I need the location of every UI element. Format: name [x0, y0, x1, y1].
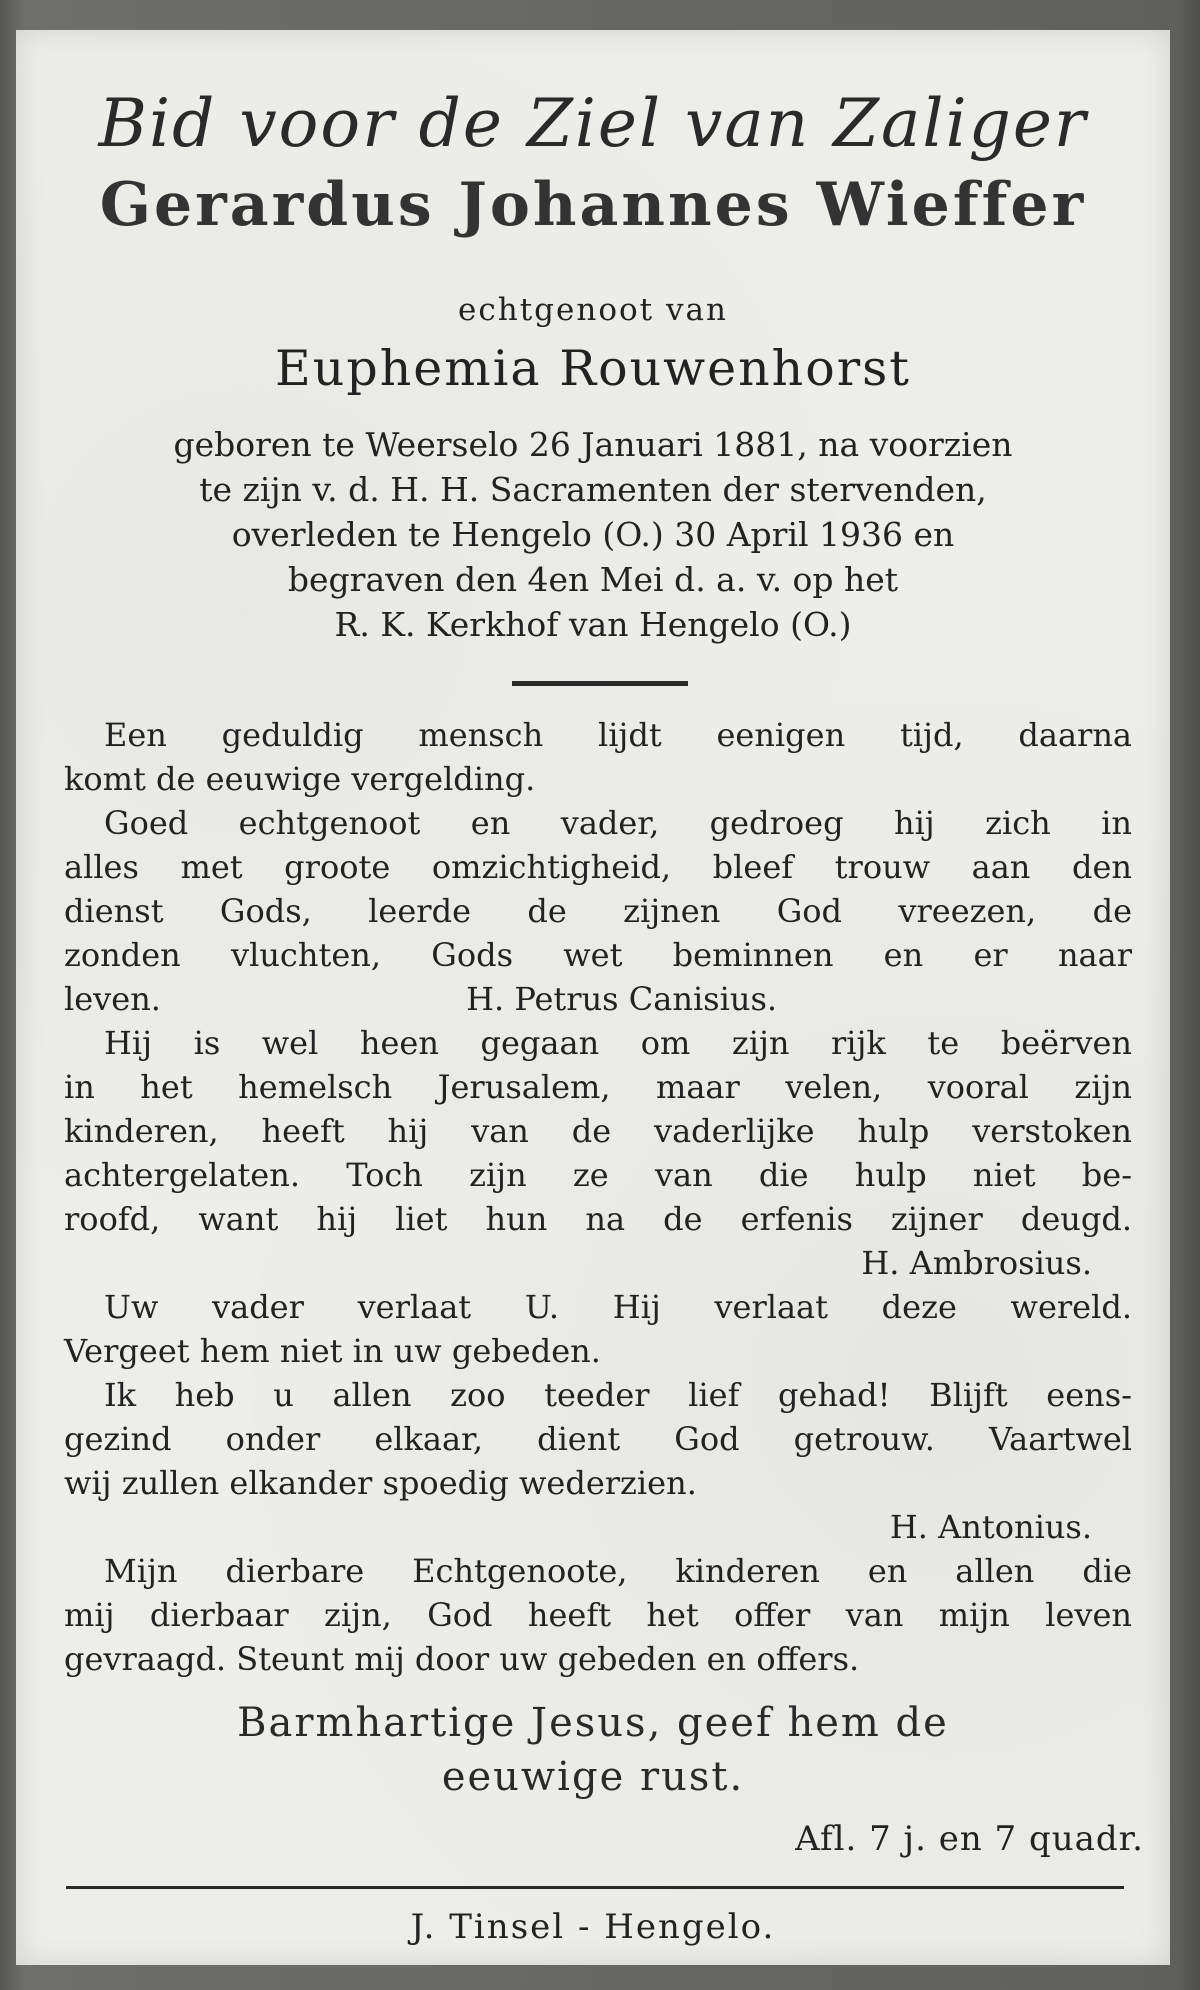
divider-rule: [512, 681, 688, 686]
body-line: Vergeet hem niet in uw gebeden.: [64, 1332, 601, 1370]
body-line: Ik heb u allen zoo teeder lief gehad! Blijft eens-: [104, 1376, 1132, 1414]
body-line: H. Ambrosius.: [861, 1244, 1092, 1282]
printer-credit: J. Tinsel - Hengelo.: [410, 1907, 776, 1947]
spouse-label: echtgenoot van: [458, 292, 728, 328]
body-line: in het hemelsch Jerusalem, maar velen, vooral zijn: [64, 1068, 1132, 1106]
body-line: roofd, want hij liet hun na de erfenis zijner deugd.: [64, 1200, 1132, 1238]
body-line: Mijn dierbare Echtgenoote, kinderen en allen die: [104, 1552, 1132, 1590]
body-line: Een geduldig mensch lijdt eenigen tijd, daarna: [104, 716, 1132, 754]
spouse-name: Euphemia Rouwenhorst: [275, 340, 911, 397]
body-line: dienst Gods, leerde de zijnen God vreezen, de: [64, 892, 1132, 930]
indulgence-note: Afl. 7 j. en 7 quadr.: [795, 1819, 1144, 1859]
body-line: alles met groote omzichtigheid, bleef trouw aan den: [64, 848, 1132, 886]
bottom-divider-rule: [66, 1886, 1124, 1889]
bio-line: R. K. Kerkhof van Hengelo (O.): [334, 605, 852, 644]
bio-line: geboren te Weerselo 26 Januari 1881, na voorzien: [173, 425, 1013, 464]
body-line: zonden vluchten, Gods wet beminnen en er naar: [64, 936, 1132, 974]
body-line: gevraagd. Steunt mij door uw gebeden en offers.: [64, 1640, 860, 1678]
body-line: wij zullen elkander spoedig wederzien.: [64, 1464, 697, 1502]
body-line: mij dierbaar zijn, God heeft het offer van mijn leven: [64, 1596, 1132, 1634]
body-line: Hij is wel heen gegaan om zijn rijk te beërven: [104, 1024, 1132, 1062]
body-line: kinderen, heeft hij van de vaderlijke hulp verstoken: [64, 1112, 1132, 1150]
deceased-name: Gerardus Johannes Wieffer: [99, 170, 1087, 240]
prayer-heading: Bid voor de Ziel van Zaliger: [98, 85, 1088, 162]
bio-line: te zijn v. d. H. H. Sacramenten der stervenden,: [199, 470, 987, 509]
quotations-block: [64, 713, 1132, 1681]
body-line: Uw vader verlaat U. Hij verlaat deze wereld.: [104, 1288, 1132, 1326]
body-line: komt de eeuwige vergelding.: [64, 760, 536, 798]
bio-line: overleden te Hengelo (O.) 30 April 1936 en: [231, 515, 955, 554]
body-line: leven. H. Petrus Canisius.: [64, 980, 778, 1018]
closing-line: eeuwige rust.: [441, 1754, 745, 1800]
memorial-card: [16, 30, 1170, 1965]
body-line: achtergelaten. Toch zijn ze van die hulp niet be-: [64, 1156, 1132, 1194]
bio-line: begraven den 4en Mei d. a. v. op het: [287, 560, 899, 599]
body-line: Goed echtgenoot en vader, gedroeg hij zich in: [104, 804, 1132, 842]
biography-block: [56, 422, 1130, 647]
body-line: H. Antonius.: [889, 1508, 1092, 1546]
closing-prayer: [16, 1696, 1170, 1804]
body-line: gezind onder elkaar, dient God getrouw. Vaartwel: [64, 1420, 1132, 1458]
closing-line: Barmhartige Jesus, geef hem de: [237, 1700, 949, 1746]
